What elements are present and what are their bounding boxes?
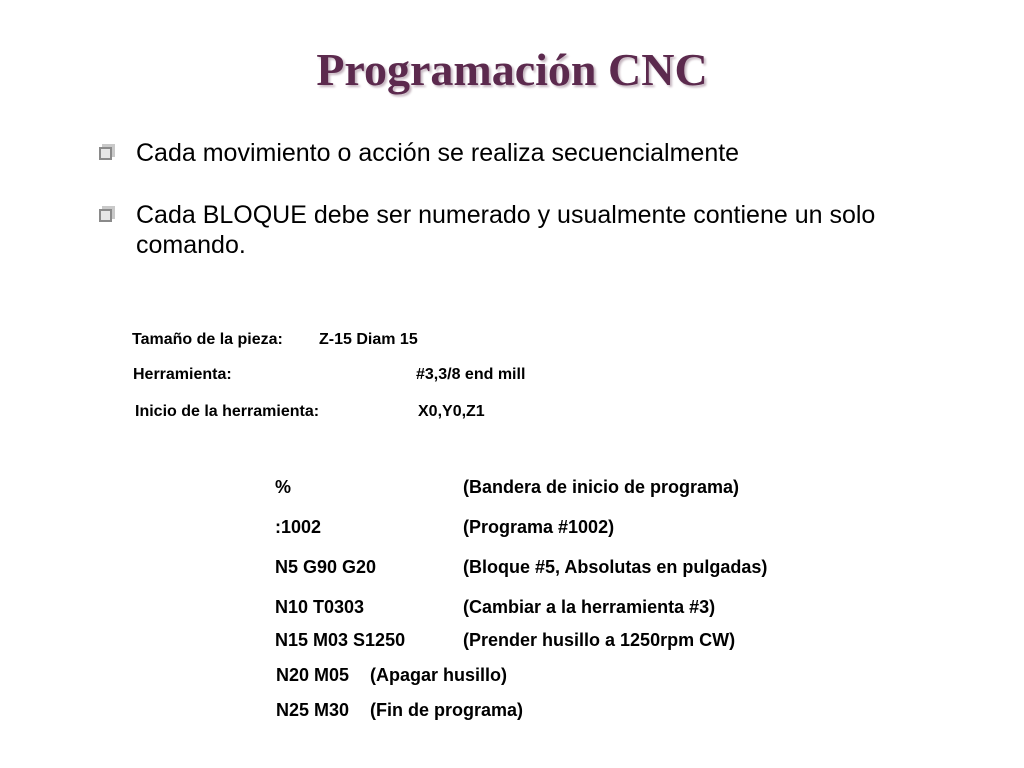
program-line-code: N20 M05 (276, 665, 350, 685)
program-line-code: N25 M30 (276, 700, 350, 720)
slide-title: Programación CNC (316, 44, 708, 95)
piece-size-label: Tamaño de la pieza: (132, 331, 283, 348)
program-line-comment: (Apagar husillo) (370, 665, 508, 685)
program-line-code: % (275, 477, 292, 497)
bullet-item (98, 138, 958, 168)
tool-label: Herramienta: (133, 366, 232, 383)
program-line-code: N5 G90 G20 (275, 557, 377, 577)
tool-start-value: X0,Y0,Z1 (418, 403, 485, 420)
bullet-text: Cada BLOQUE debe ser numerado y usualmente contiene un solo comando. (136, 201, 876, 259)
tool-start-label: Inicio de la herramienta: (135, 403, 320, 420)
program-line-comment: (Bandera de inicio de programa) (463, 477, 740, 497)
bullet-list (98, 138, 958, 292)
tool-value: #3,3/8 end mill (416, 366, 526, 383)
program-line-comment: (Fin de programa) (370, 700, 524, 720)
program-line-comment: (Prender husillo a 1250rpm CW) (463, 630, 736, 650)
bullet-text: Cada movimiento o acción se realiza secuencialmente (136, 139, 740, 167)
program-line-comment: (Cambiar a la herramienta #3) (463, 597, 716, 617)
program-line-code: N15 M03 S1250 (275, 630, 406, 650)
program-line-code: :1002 (275, 517, 322, 537)
piece-size-value: Z-15 Diam 15 (319, 331, 418, 348)
square-bullet-icon (98, 205, 116, 223)
square-bullet-icon (98, 143, 116, 161)
program-line-comment: (Bloque #5, Absolutas en pulgadas) (463, 557, 768, 577)
program-line-comment: (Programa #1002) (463, 517, 615, 537)
bullet-item (98, 200, 958, 260)
program-line-code: N10 T0303 (275, 597, 365, 617)
